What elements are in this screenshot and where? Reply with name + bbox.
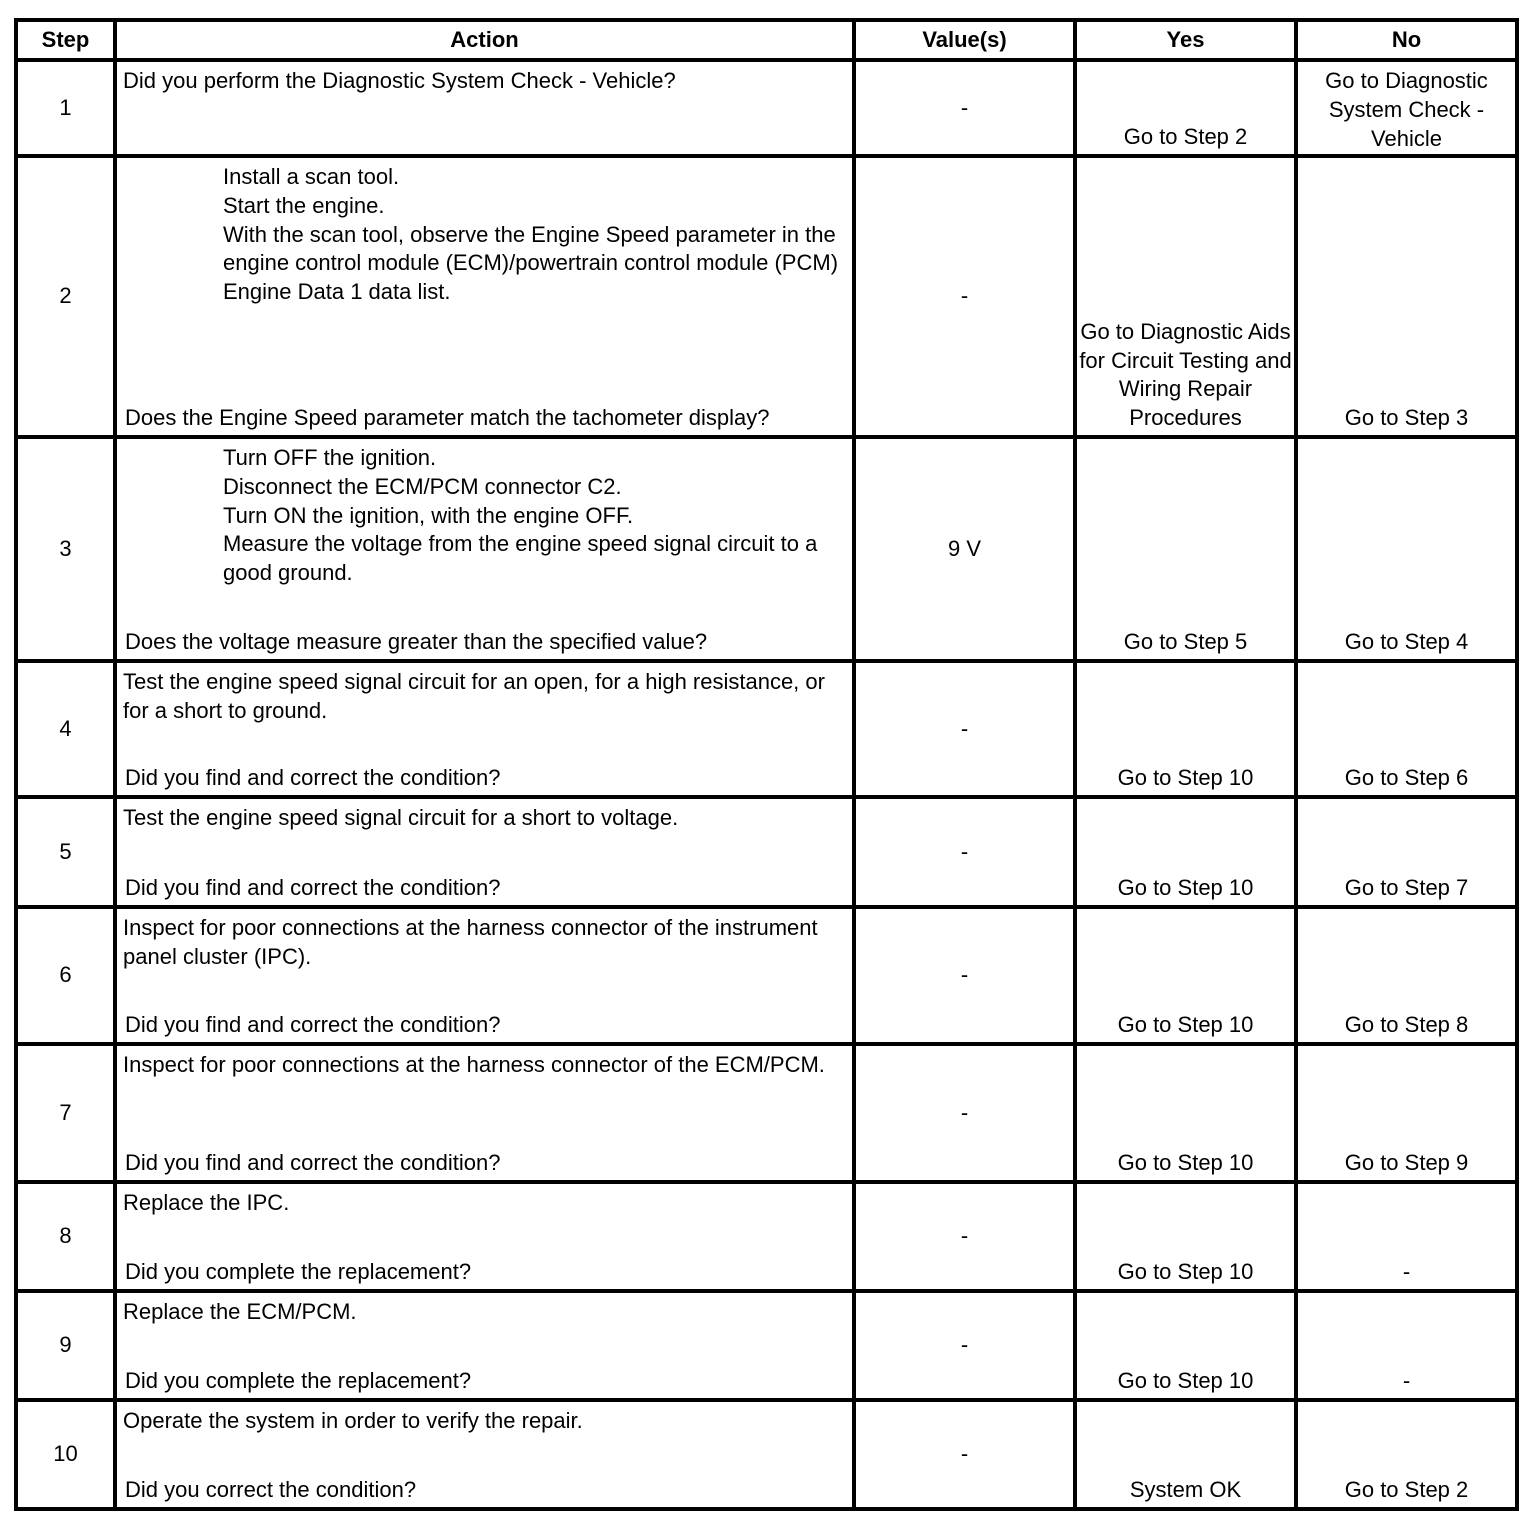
action-text: [121, 914, 848, 972]
value-cell: 9 V: [854, 437, 1075, 661]
action-line: Install a scan tool.: [223, 164, 400, 189]
table-body: [16, 60, 1517, 1509]
action-cell: [115, 1182, 854, 1291]
step-number: 4: [16, 661, 115, 797]
yes-cell: [1075, 60, 1296, 156]
action-line: Replace the IPC.: [123, 1190, 290, 1215]
header-values: Value(s): [854, 20, 1075, 60]
action-question: Did you find and correct the condition?: [125, 765, 501, 791]
yes-answer: Go to Step 2: [1123, 124, 1248, 150]
no-cell: [1296, 437, 1517, 661]
action-text: [121, 444, 848, 588]
step-number: 9: [16, 1291, 115, 1400]
step-number: 10: [16, 1400, 115, 1509]
action-text: [121, 1298, 848, 1327]
no-answer: -: [1402, 1368, 1411, 1394]
action-text: [121, 804, 848, 833]
no-answer: Go to Diagnostic System Check - Vehicle: [1325, 68, 1488, 151]
action-question: Did you perform the Diagnostic System Check - Vehicle?: [123, 68, 676, 93]
yes-cell: [1075, 797, 1296, 907]
action-text: [121, 1051, 848, 1080]
yes-cell: [1075, 437, 1296, 661]
yes-answer: Go to Step 10: [1117, 765, 1254, 791]
step-number: 1: [16, 60, 115, 156]
yes-answer: Go to Step 10: [1117, 875, 1254, 901]
action-cell: [115, 661, 854, 797]
header-row: [16, 20, 1517, 60]
yes-answer: Go to Step 5: [1123, 629, 1248, 655]
no-answer: Go to Step 6: [1344, 765, 1469, 791]
step-number: 2: [16, 156, 115, 437]
action-cell: [115, 60, 854, 156]
action-question: Did you find and correct the condition?: [125, 1012, 501, 1038]
no-answer: Go to Step 3: [1344, 405, 1469, 431]
table-row: [16, 1291, 1517, 1400]
action-cell: [115, 1044, 854, 1182]
value-cell: -: [854, 1182, 1075, 1291]
step-number: 7: [16, 1044, 115, 1182]
no-answer: Go to Step 4: [1344, 629, 1469, 655]
no-answer: -: [1402, 1259, 1411, 1285]
yes-cell: [1075, 661, 1296, 797]
action-question: Did you complete the replacement?: [125, 1259, 472, 1285]
step-number: 3: [16, 437, 115, 661]
action-question: Did you find and correct the condition?: [125, 875, 501, 901]
action-text: [121, 1407, 848, 1436]
value-cell: -: [854, 797, 1075, 907]
yes-cell: [1075, 1291, 1296, 1400]
no-cell: [1296, 1044, 1517, 1182]
no-cell: [1296, 60, 1517, 156]
no-answer: Go to Step 9: [1344, 1150, 1469, 1176]
yes-cell: [1075, 1044, 1296, 1182]
action-question: Does the voltage measure greater than the specified value?: [125, 629, 708, 655]
action-line: Inspect for poor connections at the harness connector of the instrument panel cluster (IPC).: [123, 915, 818, 969]
no-cell: [1296, 1291, 1517, 1400]
table-row: [16, 1400, 1517, 1509]
action-line: Operate the system in order to verify the repair.: [123, 1408, 583, 1433]
diagnostic-table: [14, 18, 1519, 1511]
action-question: Did you find and correct the condition?: [125, 1150, 501, 1176]
action-cell: [115, 1291, 854, 1400]
no-cell: [1296, 661, 1517, 797]
action-text: [121, 163, 848, 307]
action-question: Did you complete the replacement?: [125, 1368, 472, 1394]
action-line: Test the engine speed signal circuit for a short to voltage.: [123, 805, 679, 830]
no-answer: Go to Step 7: [1344, 875, 1469, 901]
yes-answer: Go to Step 10: [1117, 1150, 1254, 1176]
action-line: Measure the voltage from the engine speed signal circuit to a good ground.: [223, 531, 818, 586]
no-cell: [1296, 1182, 1517, 1291]
table-row: [16, 907, 1517, 1044]
step-number: 5: [16, 797, 115, 907]
value-cell: -: [854, 1044, 1075, 1182]
action-cell: [115, 437, 854, 661]
no-cell: [1296, 797, 1517, 907]
table-row: [16, 1182, 1517, 1291]
table-row: [16, 156, 1517, 437]
yes-cell: [1075, 156, 1296, 437]
value-cell: -: [854, 60, 1075, 156]
action-line: Disconnect the ECM/PCM connector C2.: [223, 473, 622, 499]
action-line: Inspect for poor connections at the harness connector of the ECM/PCM.: [123, 1052, 825, 1077]
no-cell: [1296, 907, 1517, 1044]
header-yes: Yes: [1075, 20, 1296, 60]
header-no: No: [1296, 20, 1517, 60]
value-cell: -: [854, 661, 1075, 797]
no-answer: Go to Step 8: [1344, 1012, 1469, 1038]
yes-answer: Go to Step 10: [1117, 1012, 1254, 1038]
action-question: Did you correct the condition?: [125, 1477, 417, 1503]
no-cell: [1296, 1400, 1517, 1509]
yes-cell: [1075, 1400, 1296, 1509]
action-cell: [115, 1400, 854, 1509]
header-step: Step: [16, 20, 115, 60]
table-row: [16, 1044, 1517, 1182]
action-question: Does the Engine Speed parameter match the tachometer display?: [125, 405, 770, 431]
no-cell: [1296, 156, 1517, 437]
action-cell: [115, 797, 854, 907]
action-text: [121, 668, 848, 726]
yes-answer: Go to Diagnostic Aids for Circuit Testing and Wiring Repair Procedures: [1079, 318, 1292, 431]
step-number: 6: [16, 907, 115, 1044]
table-row: [16, 437, 1517, 661]
action-line: Test the engine speed signal circuit for an open, for a high resistance, or for a short to ground.: [123, 669, 825, 723]
action-line: Start the engine.: [223, 192, 385, 218]
table-row: [16, 60, 1517, 156]
action-line: Turn OFF the ignition.: [223, 445, 437, 470]
step-number: 8: [16, 1182, 115, 1291]
action-line: With the scan tool, observe the Engine Speed parameter in the engine control module (ECM)/powertrain control module (PCM) Engine Data 1 data list.: [223, 221, 839, 305]
value-cell: -: [854, 156, 1075, 437]
yes-answer: Go to Step 10: [1117, 1259, 1254, 1285]
value-cell: -: [854, 1400, 1075, 1509]
yes-answer: Go to Step 10: [1117, 1368, 1254, 1394]
value-cell: -: [854, 1291, 1075, 1400]
table-row: [16, 797, 1517, 907]
action-line: Turn ON the ignition, with the engine OFF.: [223, 502, 634, 528]
yes-cell: [1075, 907, 1296, 1044]
action-cell: [115, 156, 854, 437]
no-answer: Go to Step 2: [1344, 1477, 1469, 1503]
action-line: Replace the ECM/PCM.: [123, 1299, 357, 1324]
yes-cell: [1075, 1182, 1296, 1291]
action-text: [121, 1189, 848, 1218]
value-cell: -: [854, 907, 1075, 1044]
action-cell: [115, 907, 854, 1044]
yes-answer: System OK: [1129, 1477, 1242, 1503]
header-action: Action: [115, 20, 854, 60]
table-row: [16, 661, 1517, 797]
